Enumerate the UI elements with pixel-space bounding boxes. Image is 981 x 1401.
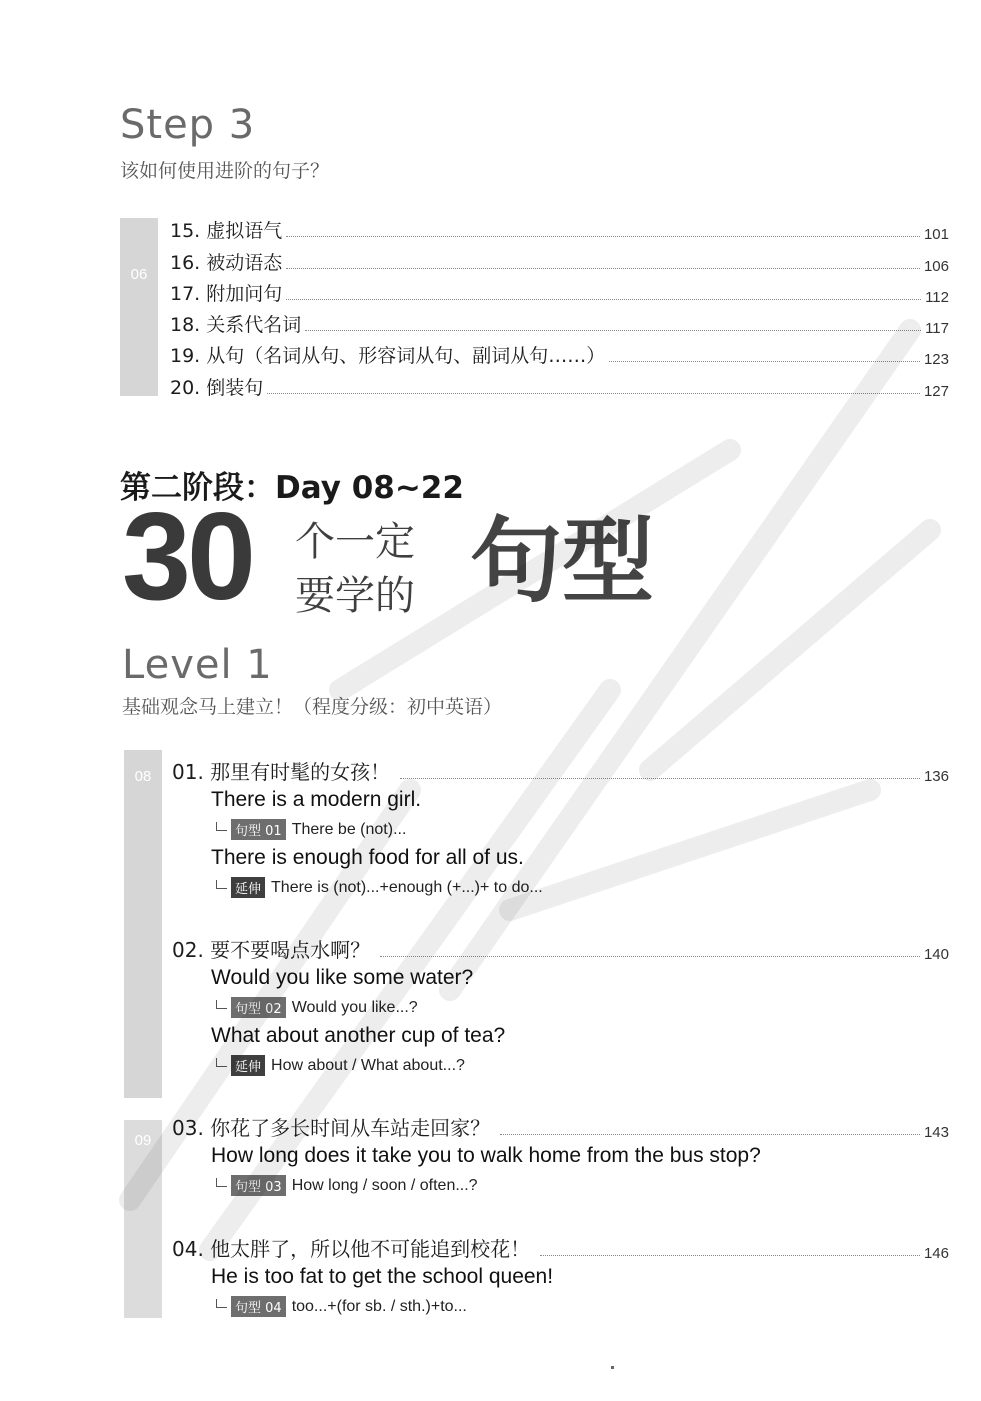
pattern-text: There be (not)... (291, 820, 407, 838)
lesson-page: 146 (923, 1245, 949, 1262)
lesson-heading-label: 01. 那里有时髦的女孩！ (172, 760, 391, 784)
pattern-text: How about / What about...? (271, 1056, 465, 1074)
headline-big-word: 句型 (470, 508, 655, 615)
lesson-heading-label: 03. 你花了多长时间从车站走回家？ (172, 1116, 491, 1140)
pattern-line (216, 997, 418, 1018)
step-subtitle: 该如何使用进阶的句子？ (120, 160, 330, 182)
hook-icon (216, 880, 227, 889)
pattern-line (216, 1175, 478, 1196)
pattern-tag: 句型 01 (231, 819, 286, 840)
toc-item-page: 112 (925, 289, 949, 306)
headline-line-2: 要学的 (295, 573, 415, 619)
hook-icon (216, 1299, 227, 1308)
hook-icon (216, 1000, 227, 1009)
example-sentence: He is too fat to get the school queen! (211, 1265, 554, 1288)
lesson-heading-label: 02. 要不要喝点水啊？ (172, 938, 371, 962)
lesson-heading[interactable] (172, 1232, 949, 1262)
example-sentence: There is enough food for all of us. (211, 846, 524, 869)
big-number: 30 (122, 488, 252, 626)
toc-item[interactable] (170, 370, 949, 400)
lesson-heading-label: 04. 他太胖了，所以他不可能追到校花！ (172, 1237, 531, 1261)
day-tag: 09 (134, 1132, 152, 1149)
toc-item-label: 16. 被动语态 (170, 252, 283, 274)
toc-item[interactable] (170, 245, 949, 275)
extension-line (216, 877, 543, 898)
pattern-text: Would you like...? (291, 998, 418, 1016)
lesson-page: 140 (923, 946, 949, 963)
day-tag: 08 (134, 768, 152, 785)
watermark-stroke (650, 530, 930, 770)
watermark-stroke (510, 790, 870, 910)
lesson-heading[interactable] (172, 933, 949, 963)
step-title: Step 3 (120, 102, 256, 148)
toc-item-page: 127 (923, 383, 949, 400)
leader-dots (286, 268, 920, 269)
stray-dot (611, 1366, 614, 1369)
example-sentence: What about another cup of tea? (211, 1024, 506, 1047)
toc-item[interactable] (170, 276, 949, 306)
pattern-line (216, 1296, 467, 1317)
day-tag: 06 (130, 266, 148, 283)
leader-dots (400, 778, 920, 779)
pattern-tag: 句型 04 (231, 1296, 286, 1317)
headline-line-1: 个一定 (295, 519, 415, 565)
leader-dots (286, 299, 921, 300)
hook-icon (216, 1178, 227, 1187)
toc-item-label: 20. 倒装句 (170, 377, 264, 399)
day-sidebar-06 (120, 218, 158, 396)
lesson-heading[interactable] (172, 755, 949, 785)
extension-tag: 延伸 (231, 877, 265, 898)
day-sidebar-09 (124, 1120, 162, 1318)
lesson-page: 143 (923, 1124, 949, 1141)
example-sentence: There is a modern girl. (211, 788, 422, 811)
pattern-text: There is (not)...+enough (+...)+ to do... (271, 878, 543, 896)
lesson-page: 136 (923, 768, 949, 785)
leader-dots (609, 361, 920, 362)
pattern-tag: 句型 03 (231, 1175, 286, 1196)
toc-item[interactable] (170, 307, 949, 337)
hook-icon (216, 1058, 227, 1067)
day-sidebar-08 (124, 750, 162, 1098)
toc-item-label: 15. 虚拟语气 (170, 220, 283, 242)
extension-tag: 延伸 (231, 1055, 265, 1076)
extension-line (216, 1055, 465, 1076)
leader-dots (267, 393, 920, 394)
level-title: Level 1 (122, 642, 273, 688)
leader-dots (500, 1134, 920, 1135)
toc-item-label: 19. 从句（名词从句、形容词从句、副词从句……） (170, 345, 606, 367)
leader-dots (380, 956, 920, 957)
hook-icon (216, 822, 227, 831)
example-sentence: Would you like some water? (211, 966, 474, 989)
pattern-text: How long / soon / often...? (291, 1176, 478, 1194)
stage-title: 第二阶段：Day 08~22 (120, 470, 464, 506)
leader-dots (286, 236, 920, 237)
level-subtitle: 基础观念马上建立！（程度分级：初中英语） (122, 696, 503, 718)
example-sentence: How long does it take you to walk home from the bus stop? (211, 1144, 761, 1167)
lesson-heading[interactable] (172, 1111, 949, 1141)
toc-item-page: 117 (925, 320, 949, 337)
toc-item[interactable] (170, 338, 949, 368)
toc-item-page: 101 (923, 226, 949, 243)
toc-item-page: 106 (923, 258, 949, 275)
toc-item-page: 123 (923, 351, 949, 368)
toc-item[interactable] (170, 213, 949, 243)
toc-item-label: 18. 关系代名词 (170, 314, 302, 336)
pattern-tag: 句型 02 (231, 997, 286, 1018)
pattern-line (216, 819, 406, 840)
leader-dots (305, 330, 921, 331)
toc-item-label: 17. 附加问句 (170, 283, 283, 305)
pattern-text: too...+(for sb. / sth.)+to... (291, 1297, 467, 1315)
leader-dots (540, 1255, 920, 1256)
